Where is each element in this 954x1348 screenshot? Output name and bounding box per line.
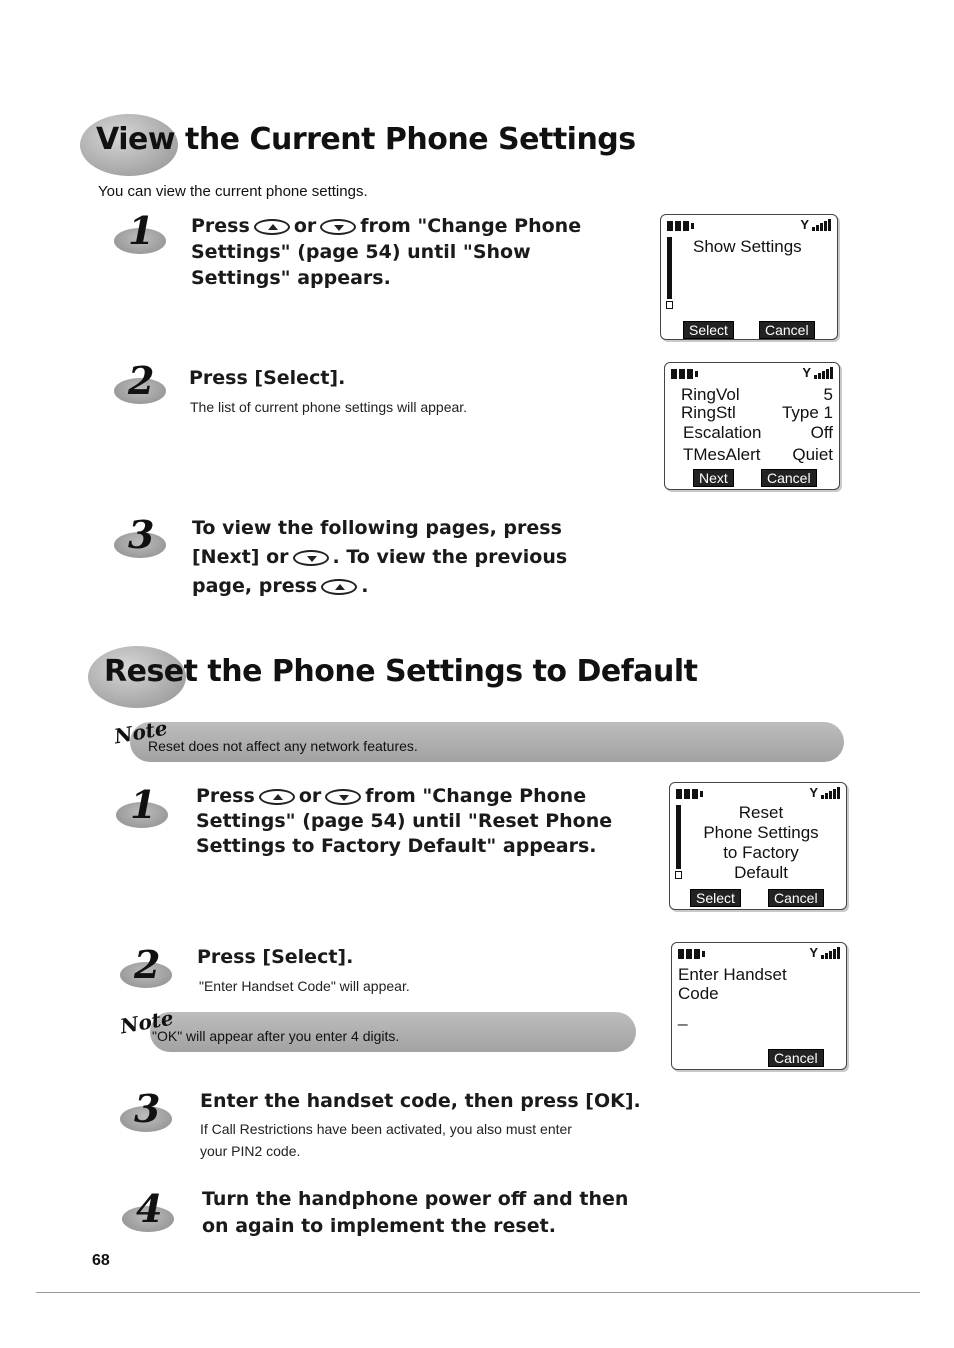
step-number: 1	[114, 212, 172, 256]
step-number: 1	[116, 786, 174, 830]
step-number: 2	[114, 362, 172, 406]
battery-icon	[671, 369, 698, 379]
battery-icon	[667, 221, 694, 231]
page-number: 68	[92, 1252, 110, 1269]
step-instruction: Turn the handphone power off and then on again to implement the reset.	[202, 1188, 629, 1237]
phone-screen-show-settings	[660, 214, 838, 340]
scrollbar	[676, 805, 681, 869]
phone-screen-handset-code	[671, 942, 847, 1070]
screen-text: Show Settings	[693, 237, 802, 256]
signal-icon: Y	[809, 787, 840, 799]
step-instruction: Enter the handset code, then press [OK].	[200, 1090, 641, 1112]
step-number: 3	[114, 516, 172, 560]
scrollbar	[667, 237, 672, 299]
step-detail: "Enter Handset Code" will appear.	[199, 978, 410, 994]
cancel-softkey[interactable]: Cancel	[768, 1049, 824, 1067]
step-number: 2	[120, 946, 178, 990]
setting-label: TMesAlert	[683, 445, 761, 464]
setting-value: 5	[823, 385, 833, 404]
input-cursor[interactable]: _	[678, 1007, 688, 1026]
note-text: Reset does not affect any network features.	[148, 738, 418, 754]
select-softkey[interactable]: Select	[690, 889, 741, 907]
signal-icon: Y	[809, 947, 840, 959]
battery-icon	[676, 789, 703, 799]
next-softkey[interactable]: Next	[693, 469, 734, 487]
section-header-reset-settings	[88, 646, 698, 706]
note-label: Note	[118, 1005, 176, 1039]
signal-icon: Y	[802, 367, 833, 379]
note-label: Note	[112, 715, 170, 749]
battery-icon	[678, 949, 705, 959]
step-instruction: Press or from "Change Phone Settings" (page 54) until "Show Settings" appears.	[191, 215, 582, 289]
cancel-softkey[interactable]: Cancel	[768, 889, 824, 907]
step-instruction: Press [Select].	[189, 367, 346, 389]
step-number: 4	[122, 1190, 180, 1234]
setting-value: Quiet	[792, 445, 833, 464]
screen-text: Enter Handset Code	[678, 965, 787, 1003]
setting-value: Type 1	[781, 403, 833, 422]
phone-screen-reset	[669, 782, 847, 910]
phone-screen-settings-list	[664, 362, 840, 490]
setting-label: Escalation	[683, 423, 762, 442]
section-title: Reset the Phone Settings to Default	[104, 654, 698, 689]
footer-divider	[36, 1292, 920, 1293]
cancel-softkey[interactable]: Cancel	[761, 469, 817, 487]
up-key-icon	[321, 579, 357, 595]
step-detail: If Call Restrictions have been activated, you also must enter your PIN2 code.	[200, 1121, 572, 1159]
down-key-icon	[325, 789, 361, 805]
down-key-icon	[320, 219, 356, 235]
setting-label: RingVol	[681, 385, 740, 404]
page-title: View the Current Phone Settings	[96, 122, 636, 157]
step-instruction: Press [Select].	[197, 946, 354, 968]
setting-label: RingStl	[681, 403, 736, 422]
note-text: "OK" will appear after you enter 4 digits.	[152, 1028, 400, 1044]
setting-value: Off	[810, 423, 833, 442]
select-softkey[interactable]: Select	[683, 321, 734, 339]
up-key-icon	[254, 219, 290, 235]
section-header-view-settings	[80, 114, 640, 174]
cancel-softkey[interactable]: Cancel	[759, 321, 815, 339]
screen-text: Reset Phone Settings to Factory Default	[703, 803, 819, 882]
down-key-icon	[293, 550, 329, 566]
step-detail: The list of current phone settings will appear.	[190, 399, 468, 415]
step-instruction: Press or from "Change Phone Settings" (page 54) until "Reset Phone Settings to Factory Default" appears.	[196, 785, 613, 857]
signal-icon: Y	[800, 219, 831, 231]
up-key-icon	[259, 789, 295, 805]
step-instruction: To view the following pages, press [Next] or . To view the previous page, press .	[192, 517, 568, 597]
section-description: You can view the current phone settings.	[98, 183, 368, 200]
step-number: 3	[120, 1090, 178, 1134]
